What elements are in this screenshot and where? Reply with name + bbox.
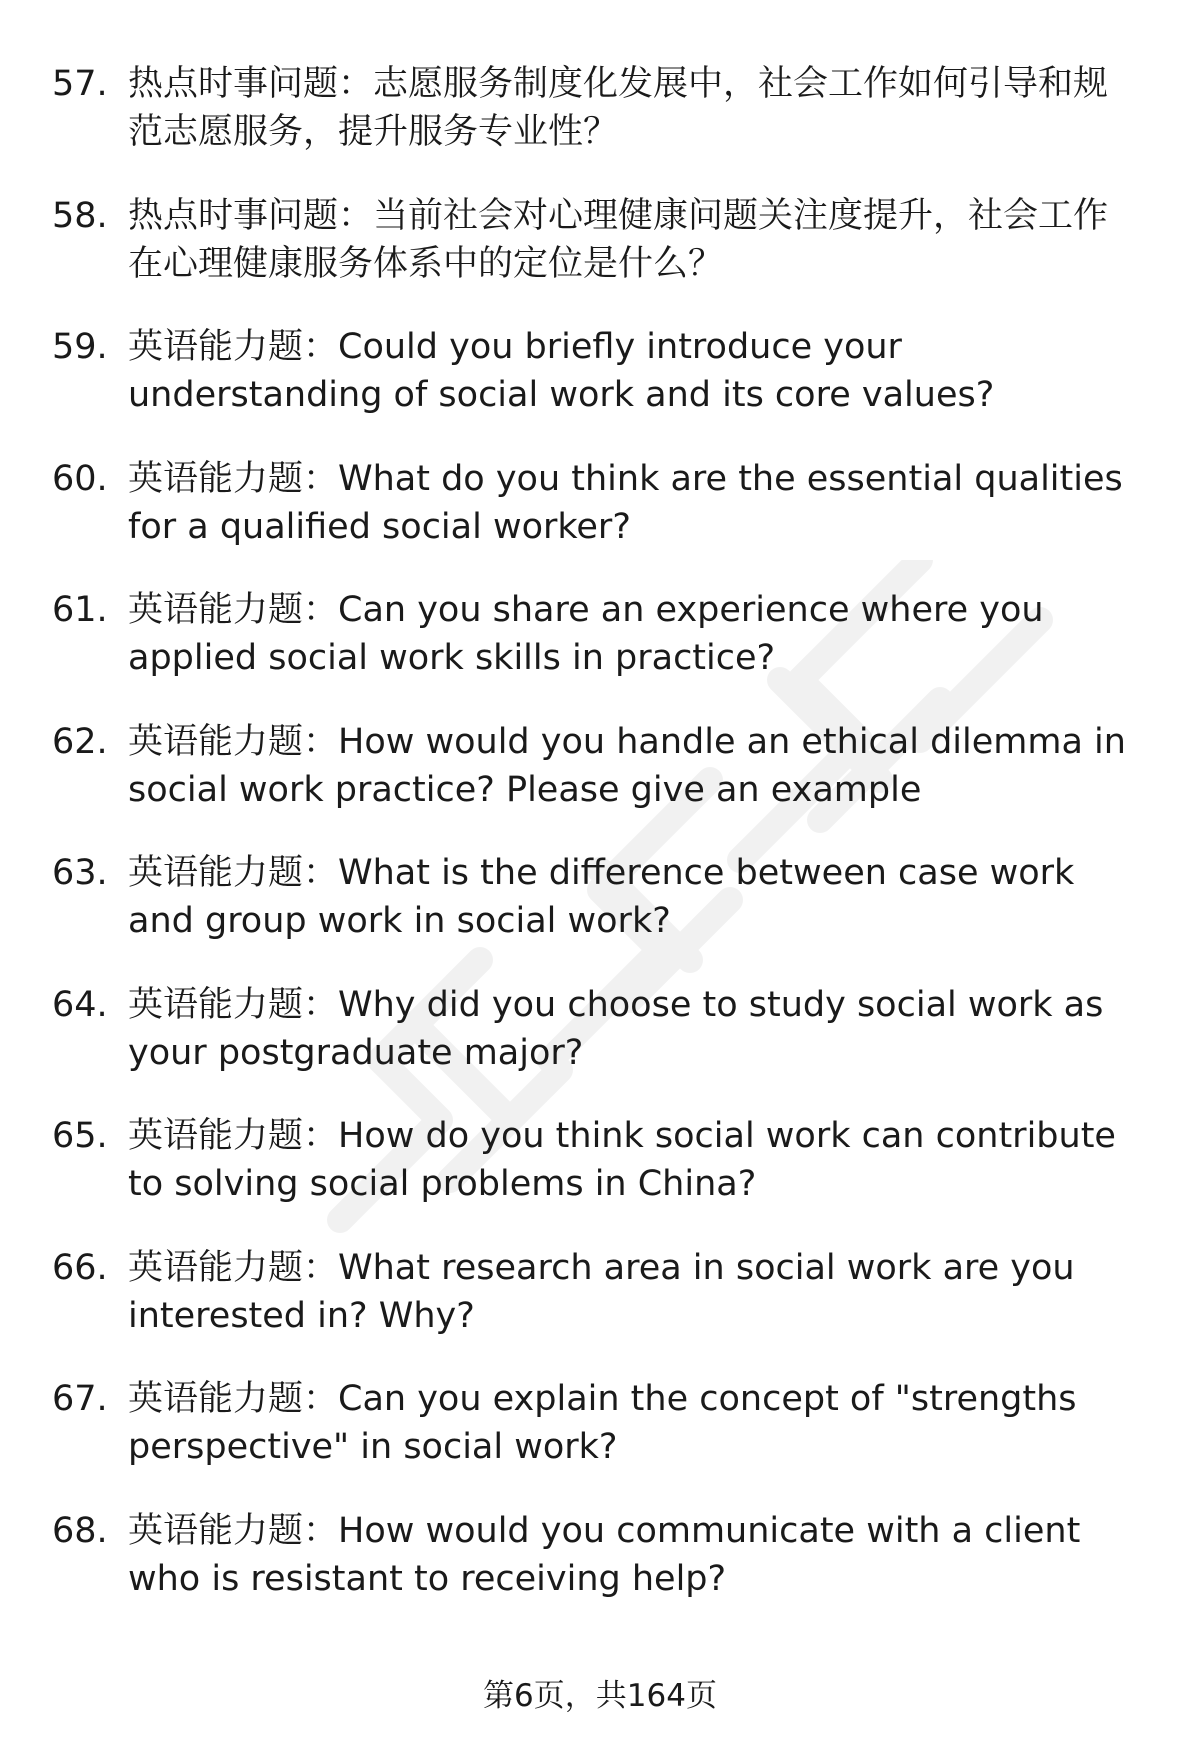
question-list — [0, 60, 1200, 1638]
question-number: 68. — [52, 1510, 108, 1551]
list-item — [0, 60, 1200, 192]
question-number: 64. — [52, 984, 108, 1025]
list-item — [0, 718, 1200, 850]
list-item — [0, 192, 1200, 324]
list-item — [0, 1507, 1200, 1639]
question-text: 英语能力题：Could you briefly introduce your understanding of social work and its core values? — [128, 327, 995, 415]
question-number: 67. — [52, 1379, 108, 1419]
question-text: 英语能力题：How would you communicate with a client who is resistant to receiving help? — [128, 1510, 1081, 1599]
question-text: 英语能力题：Can you explain the concept of "strengths perspective" in social work? — [128, 1379, 1077, 1467]
question-text: 热点时事问题：志愿服务制度化发展中，社会工作如何引导和规范志愿服务，提升服务专业性？ — [128, 64, 1109, 152]
list-item — [0, 981, 1200, 1113]
question-text: 英语能力题：How would you handle an ethical dilemma in social work practice? Please give an example — [128, 721, 1126, 810]
page-footer — [0, 1676, 1200, 1716]
question-number: 57. — [52, 64, 108, 104]
question-text: 英语能力题：Can you share an experience where you applied social work skills in practice? — [128, 590, 1044, 678]
question-number: 66. — [52, 1247, 108, 1288]
list-item — [0, 849, 1200, 981]
question-text: 英语能力题：What research area in social work are you interested in? Why? — [128, 1247, 1075, 1336]
list-item — [0, 455, 1200, 587]
question-text: 英语能力题：What is the difference between case work and group work in social work? — [128, 853, 1075, 941]
question-text: 英语能力题：Why did you choose to study social work as your postgraduate major? — [128, 984, 1104, 1073]
question-text: 英语能力题：How do you think social work can contribute to solving social problems in China? — [128, 1116, 1116, 1204]
list-item — [0, 1112, 1200, 1244]
question-number: 62. — [52, 721, 108, 762]
page-number-label: 第6页，共164页 — [483, 1678, 717, 1714]
question-text: 英语能力题：What do you think are the essential qualities for a qualified social worker? — [128, 458, 1123, 547]
question-number: 58. — [52, 195, 108, 236]
question-text: 热点时事问题：当前社会对心理健康问题关注度提升，社会工作在心理健康服务体系中的定位是什么？ — [128, 195, 1109, 284]
list-item — [0, 323, 1200, 455]
question-number: 63. — [52, 853, 108, 893]
question-number: 61. — [52, 590, 108, 630]
list-item — [0, 586, 1200, 718]
question-number: 60. — [52, 458, 108, 499]
list-item — [0, 1375, 1200, 1507]
list-item — [0, 1244, 1200, 1376]
question-number: 59. — [52, 327, 108, 367]
question-number: 65. — [52, 1116, 108, 1156]
